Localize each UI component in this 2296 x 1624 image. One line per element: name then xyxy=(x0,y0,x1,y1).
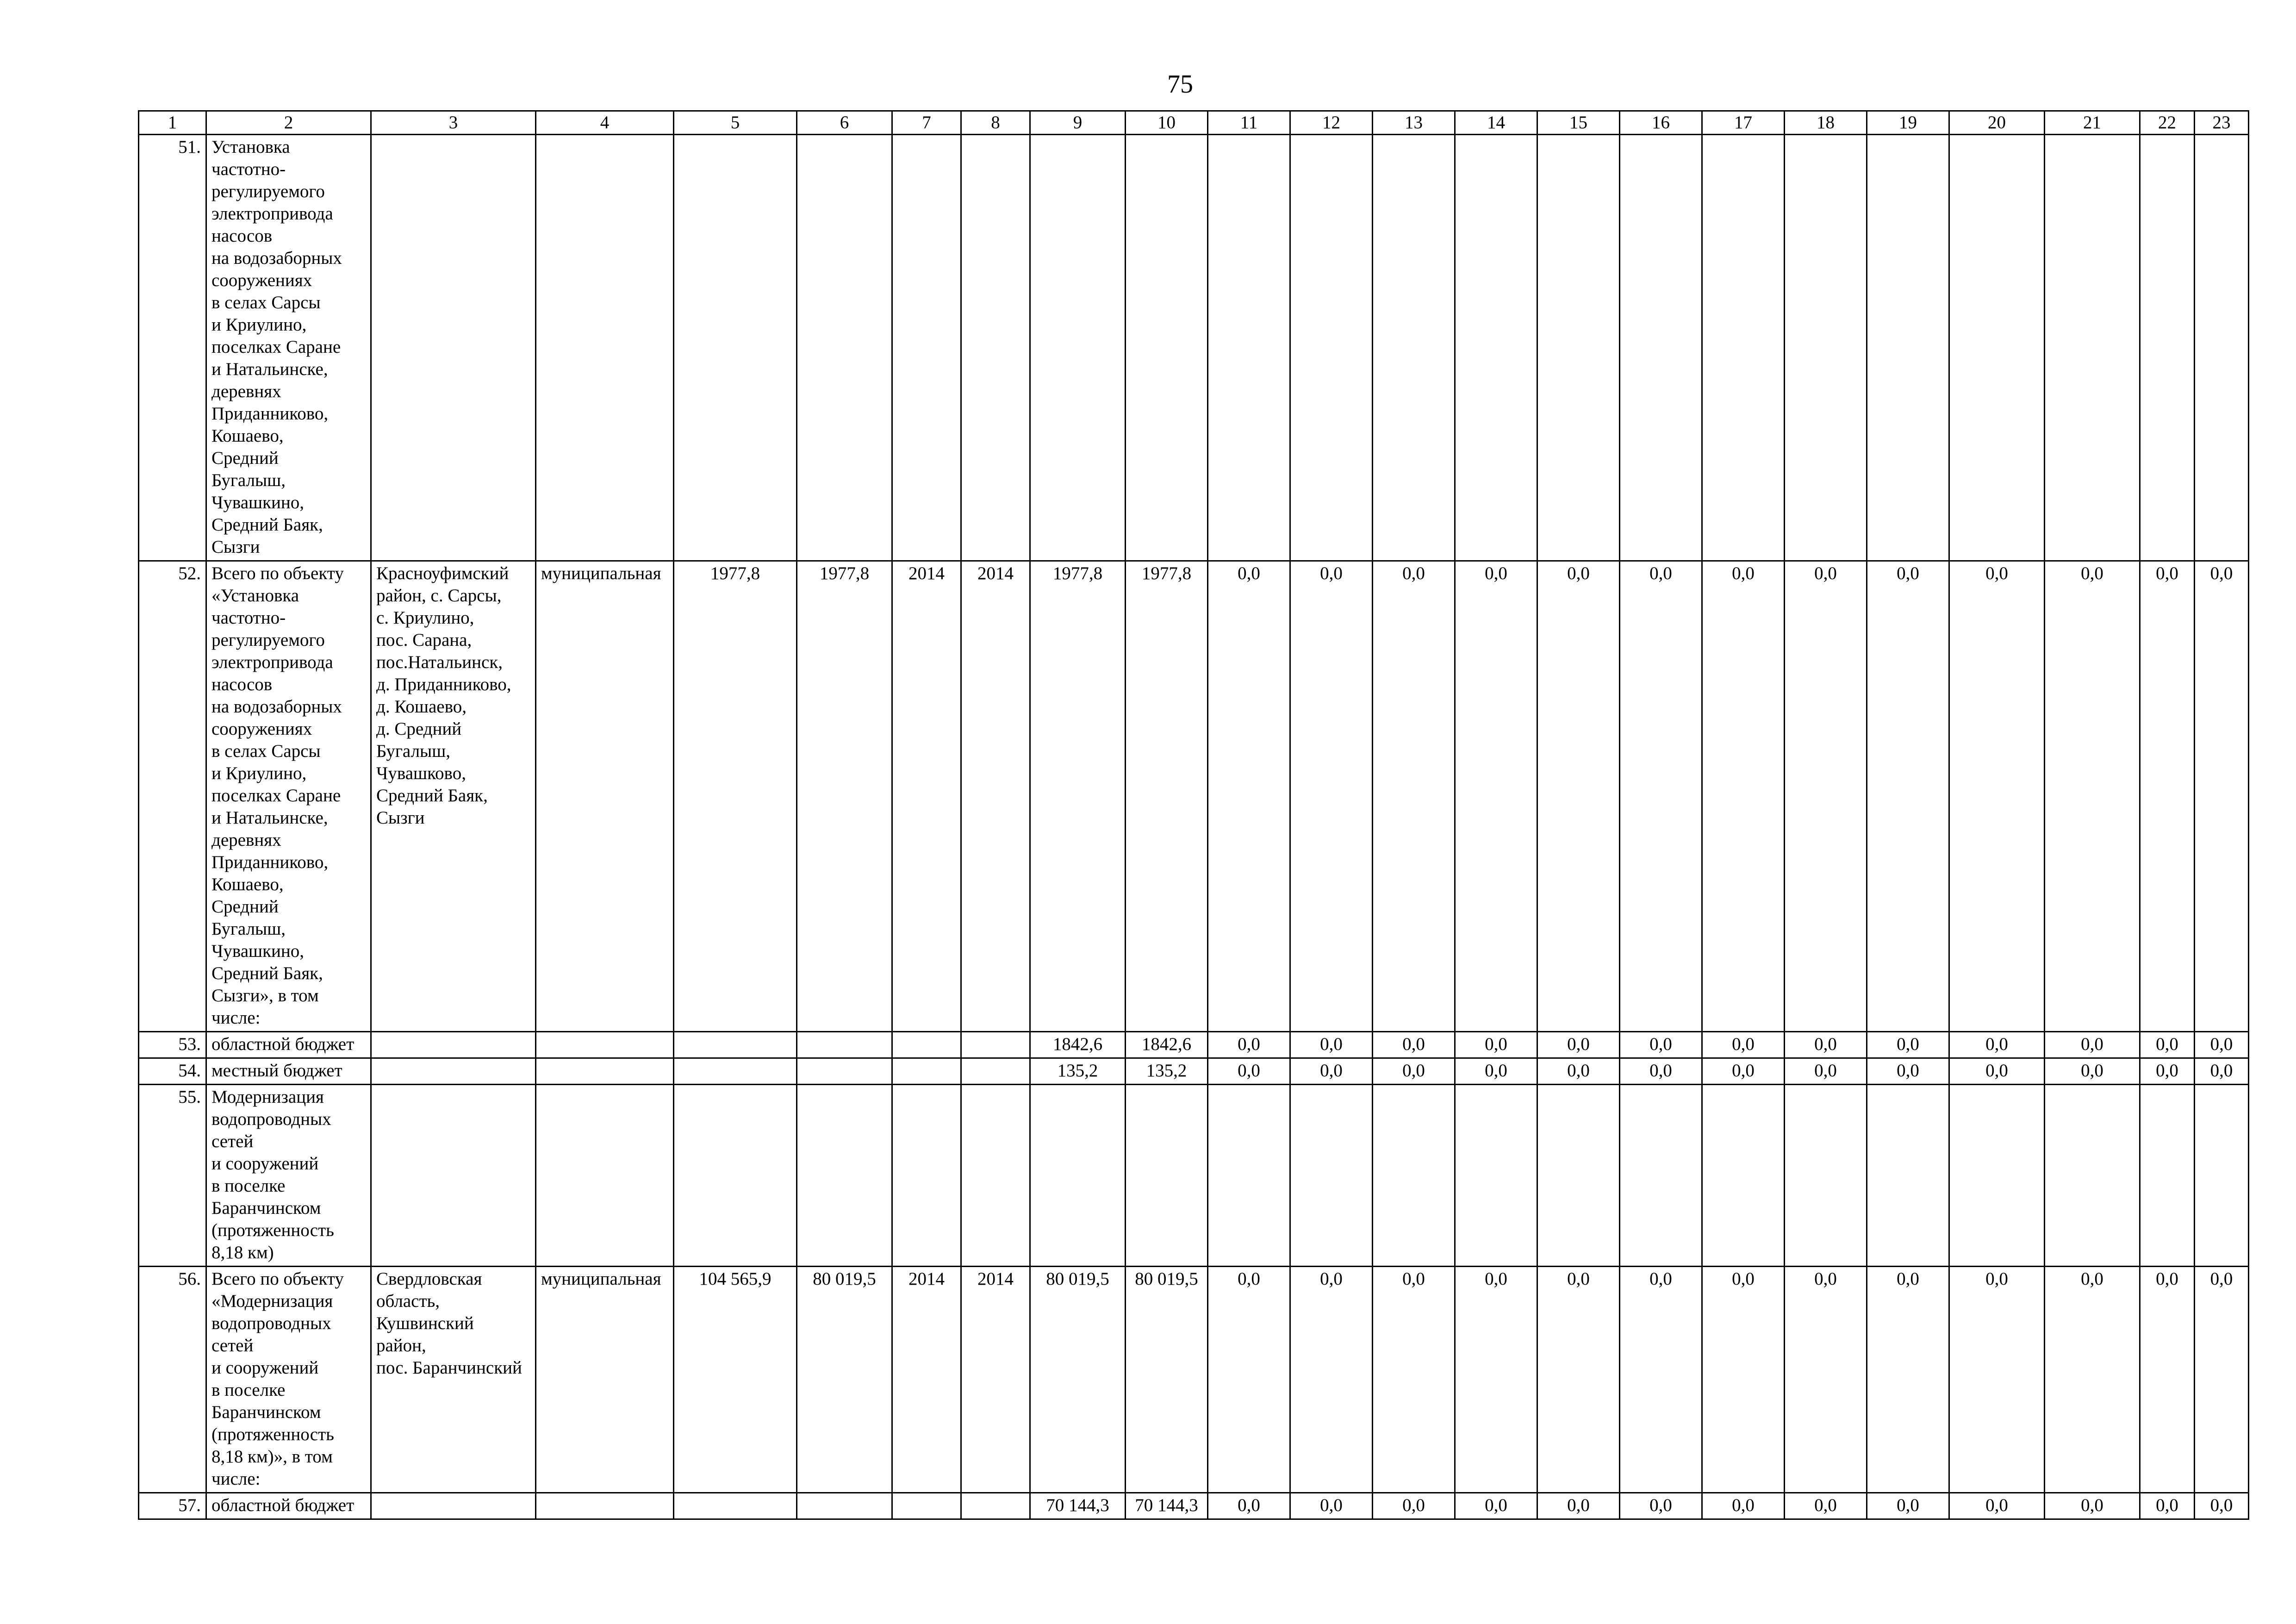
value-13-cell: 0,0 xyxy=(1373,1493,1455,1519)
value-15-cell: 0,0 xyxy=(1537,561,1620,1032)
ownership-type-cell xyxy=(536,135,674,561)
header-cell: 7 xyxy=(892,111,961,135)
ownership-type-cell xyxy=(536,1493,674,1519)
value-13-cell: 0,0 xyxy=(1373,561,1455,1032)
table-row xyxy=(139,1058,2249,1085)
value-15-cell xyxy=(1537,1085,1620,1267)
value-16-cell: 0,0 xyxy=(1620,561,1702,1032)
page-number: 75 xyxy=(1167,70,1193,99)
value-15-cell: 0,0 xyxy=(1537,1058,1620,1085)
value-14-cell xyxy=(1455,135,1537,561)
header-cell: 6 xyxy=(797,111,892,135)
value-18-cell: 0,0 xyxy=(1785,1058,1867,1085)
header-cell: 12 xyxy=(1290,111,1373,135)
table-row xyxy=(139,1032,2249,1058)
value-22-cell: 0,0 xyxy=(2140,561,2195,1032)
budget-table xyxy=(138,110,2249,1520)
value-16-cell xyxy=(1620,135,1702,561)
header-cell: 9 xyxy=(1030,111,1126,135)
value-23-cell: 0,0 xyxy=(2195,1493,2249,1519)
header-cell: 2 xyxy=(206,111,371,135)
value-22-cell: 0,0 xyxy=(2140,1032,2195,1058)
value-17-cell: 0,0 xyxy=(1702,1267,1785,1493)
funding-total-cell: 135,2 xyxy=(1030,1058,1126,1085)
funding-value-cell: 70 144,3 xyxy=(1126,1493,1208,1519)
funding-total-cell: 1842,6 xyxy=(1030,1032,1126,1058)
value-17-cell: 0,0 xyxy=(1702,1032,1785,1058)
table-row xyxy=(139,135,2249,561)
funding-value-cell: 135,2 xyxy=(1126,1058,1208,1085)
value-19-cell xyxy=(1867,1085,1949,1267)
value-16-cell xyxy=(1620,1085,1702,1267)
value-23-cell xyxy=(2195,1085,2249,1267)
ownership-type-cell xyxy=(536,1085,674,1267)
value-18-cell xyxy=(1785,135,1867,561)
row-number-cell: 52. xyxy=(139,561,206,1032)
ownership-type-cell xyxy=(536,1058,674,1085)
value-18-cell xyxy=(1785,1085,1867,1267)
value-15-cell: 0,0 xyxy=(1537,1493,1620,1519)
item-name-cell: областной бюджет xyxy=(206,1032,371,1058)
value-23-cell: 0,0 xyxy=(2195,561,2249,1032)
estimated-cost-cell: 1977,8 xyxy=(797,561,892,1032)
funding-total-cell xyxy=(1030,1085,1126,1267)
ownership-type-cell: муниципальная xyxy=(536,1267,674,1493)
value-20-cell: 0,0 xyxy=(1949,1032,2045,1058)
item-name-cell: Всего по объекту «Установка частотно- регулируемого электропривода насосов на водозаборных сооружениях в селах Сарсы и Криулино, поселках Саране и Натальинске, деревнях Приданниково, Кошаево, Средний Бугалыш, Чувашкино, Средний Баяк, Сызги», в том числе: xyxy=(206,561,371,1032)
table-row xyxy=(139,1085,2249,1267)
estimated-cost-cell xyxy=(797,135,892,561)
value-11-cell: 0,0 xyxy=(1208,1267,1290,1493)
value-19-cell: 0,0 xyxy=(1867,1058,1949,1085)
value-17-cell: 0,0 xyxy=(1702,1058,1785,1085)
ownership-type-cell xyxy=(536,1032,674,1058)
item-name-cell: Установка частотно- регулируемого электропривода насосов на водозаборных сооружениях в селах Сарсы и Криулино, поселках Саране и Натальинске, деревнях Приданниково, Кошаево, Средний Бугалыш, Чувашкино, Средний Баяк, Сызги xyxy=(206,135,371,561)
start-year-cell: 2014 xyxy=(892,561,961,1032)
start-year-cell xyxy=(892,135,961,561)
row-number-cell: 53. xyxy=(139,1032,206,1058)
total-cost-cell xyxy=(674,1085,797,1267)
value-19-cell: 0,0 xyxy=(1867,1032,1949,1058)
location-cell xyxy=(371,135,536,561)
value-12-cell: 0,0 xyxy=(1290,1032,1373,1058)
value-12-cell xyxy=(1290,1085,1373,1267)
value-23-cell: 0,0 xyxy=(2195,1267,2249,1493)
header-cell: 5 xyxy=(674,111,797,135)
value-17-cell: 0,0 xyxy=(1702,1493,1785,1519)
value-15-cell: 0,0 xyxy=(1537,1032,1620,1058)
value-22-cell xyxy=(2140,1085,2195,1267)
estimated-cost-cell: 80 019,5 xyxy=(797,1267,892,1493)
location-cell: Красноуфимский район, с. Сарсы, с. Криулино, пос. Сарана, пос.Натальинск, д. Приданниково, д. Кошаево, д. Средний Бугалыш, Чувашково, Средний Баяк, Сызги xyxy=(371,561,536,1032)
total-cost-cell xyxy=(674,1032,797,1058)
header-cell: 21 xyxy=(2045,111,2140,135)
value-11-cell xyxy=(1208,135,1290,561)
value-14-cell xyxy=(1455,1085,1537,1267)
value-23-cell xyxy=(2195,135,2249,561)
estimated-cost-cell xyxy=(797,1032,892,1058)
value-11-cell: 0,0 xyxy=(1208,1032,1290,1058)
header-cell: 11 xyxy=(1208,111,1290,135)
item-name-cell: Всего по объекту «Модернизация водопроводных сетей и сооружений в поселке Баранчинском (протяженность 8,18 км)», в том числе: xyxy=(206,1267,371,1493)
funding-total-cell: 1977,8 xyxy=(1030,561,1126,1032)
end-year-cell xyxy=(961,135,1030,561)
funding-total-cell xyxy=(1030,135,1126,561)
value-11-cell: 0,0 xyxy=(1208,1058,1290,1085)
value-20-cell: 0,0 xyxy=(1949,1058,2045,1085)
header-cell: 18 xyxy=(1785,111,1867,135)
item-name-cell: областной бюджет xyxy=(206,1493,371,1519)
total-cost-cell: 104 565,9 xyxy=(674,1267,797,1493)
value-17-cell xyxy=(1702,1085,1785,1267)
value-14-cell: 0,0 xyxy=(1455,1058,1537,1085)
value-18-cell: 0,0 xyxy=(1785,1493,1867,1519)
value-20-cell: 0,0 xyxy=(1949,1493,2045,1519)
start-year-cell xyxy=(892,1085,961,1267)
value-14-cell: 0,0 xyxy=(1455,1493,1537,1519)
funding-value-cell: 80 019,5 xyxy=(1126,1267,1208,1493)
ownership-type-cell: муниципальная xyxy=(536,561,674,1032)
value-19-cell xyxy=(1867,135,1949,561)
start-year-cell xyxy=(892,1032,961,1058)
funding-value-cell: 1977,8 xyxy=(1126,561,1208,1032)
funding-value-cell xyxy=(1126,135,1208,561)
value-21-cell: 0,0 xyxy=(2045,1493,2140,1519)
value-21-cell: 0,0 xyxy=(2045,1032,2140,1058)
estimated-cost-cell xyxy=(797,1058,892,1085)
row-number-cell: 51. xyxy=(139,135,206,561)
value-11-cell: 0,0 xyxy=(1208,561,1290,1032)
value-20-cell: 0,0 xyxy=(1949,1267,2045,1493)
header-cell: 23 xyxy=(2195,111,2249,135)
location-cell xyxy=(371,1493,536,1519)
item-name-cell: Модернизация водопроводных сетей и сооружений в поселке Баранчинском (протяженность 8,18 км) xyxy=(206,1085,371,1267)
header-cell: 13 xyxy=(1373,111,1455,135)
value-22-cell xyxy=(2140,135,2195,561)
value-23-cell: 0,0 xyxy=(2195,1058,2249,1085)
end-year-cell xyxy=(961,1493,1030,1519)
funding-value-cell xyxy=(1126,1085,1208,1267)
header-cell: 14 xyxy=(1455,111,1537,135)
value-21-cell xyxy=(2045,135,2140,561)
value-16-cell: 0,0 xyxy=(1620,1267,1702,1493)
header-cell: 17 xyxy=(1702,111,1785,135)
value-22-cell: 0,0 xyxy=(2140,1058,2195,1085)
value-15-cell xyxy=(1537,135,1620,561)
total-cost-cell xyxy=(674,135,797,561)
start-year-cell: 2014 xyxy=(892,1267,961,1493)
end-year-cell xyxy=(961,1058,1030,1085)
item-name-cell: местный бюджет xyxy=(206,1058,371,1085)
value-18-cell: 0,0 xyxy=(1785,561,1867,1032)
value-16-cell: 0,0 xyxy=(1620,1493,1702,1519)
value-16-cell: 0,0 xyxy=(1620,1058,1702,1085)
total-cost-cell xyxy=(674,1493,797,1519)
funding-total-cell: 70 144,3 xyxy=(1030,1493,1126,1519)
value-18-cell: 0,0 xyxy=(1785,1032,1867,1058)
end-year-cell xyxy=(961,1085,1030,1267)
value-13-cell xyxy=(1373,1085,1455,1267)
value-21-cell: 0,0 xyxy=(2045,1058,2140,1085)
value-15-cell: 0,0 xyxy=(1537,1267,1620,1493)
header-cell: 15 xyxy=(1537,111,1620,135)
value-17-cell: 0,0 xyxy=(1702,561,1785,1032)
end-year-cell: 2014 xyxy=(961,561,1030,1032)
row-number-cell: 56. xyxy=(139,1267,206,1493)
funding-value-cell: 1842,6 xyxy=(1126,1032,1208,1058)
value-13-cell: 0,0 xyxy=(1373,1267,1455,1493)
value-16-cell: 0,0 xyxy=(1620,1032,1702,1058)
header-cell: 3 xyxy=(371,111,536,135)
estimated-cost-cell xyxy=(797,1493,892,1519)
location-cell: Свердловская область, Кушвинский район, пос. Баранчинский xyxy=(371,1267,536,1493)
table-row xyxy=(139,1267,2249,1493)
value-22-cell: 0,0 xyxy=(2140,1493,2195,1519)
start-year-cell xyxy=(892,1058,961,1085)
value-12-cell: 0,0 xyxy=(1290,1267,1373,1493)
value-19-cell: 0,0 xyxy=(1867,561,1949,1032)
value-14-cell: 0,0 xyxy=(1455,1032,1537,1058)
end-year-cell xyxy=(961,1032,1030,1058)
location-cell xyxy=(371,1058,536,1085)
total-cost-cell xyxy=(674,1058,797,1085)
value-12-cell: 0,0 xyxy=(1290,561,1373,1032)
header-cell: 4 xyxy=(536,111,674,135)
value-14-cell: 0,0 xyxy=(1455,561,1537,1032)
value-11-cell: 0,0 xyxy=(1208,1493,1290,1519)
location-cell xyxy=(371,1032,536,1058)
row-number-cell: 54. xyxy=(139,1058,206,1085)
header-cell: 22 xyxy=(2140,111,2195,135)
start-year-cell xyxy=(892,1493,961,1519)
value-13-cell: 0,0 xyxy=(1373,1058,1455,1085)
value-20-cell: 0,0 xyxy=(1949,561,2045,1032)
value-19-cell: 0,0 xyxy=(1867,1493,1949,1519)
value-12-cell: 0,0 xyxy=(1290,1058,1373,1085)
value-20-cell xyxy=(1949,135,2045,561)
location-cell xyxy=(371,1085,536,1267)
value-17-cell xyxy=(1702,135,1785,561)
value-13-cell: 0,0 xyxy=(1373,1032,1455,1058)
header-cell: 19 xyxy=(1867,111,1949,135)
total-cost-cell: 1977,8 xyxy=(674,561,797,1032)
row-number-cell: 57. xyxy=(139,1493,206,1519)
value-11-cell xyxy=(1208,1085,1290,1267)
table-row xyxy=(139,1493,2249,1519)
value-13-cell xyxy=(1373,135,1455,561)
row-number-cell: 55. xyxy=(139,1085,206,1267)
value-12-cell: 0,0 xyxy=(1290,1493,1373,1519)
value-21-cell: 0,0 xyxy=(2045,561,2140,1032)
value-23-cell: 0,0 xyxy=(2195,1032,2249,1058)
value-12-cell xyxy=(1290,135,1373,561)
header-cell: 1 xyxy=(139,111,206,135)
header-cell: 20 xyxy=(1949,111,2045,135)
value-18-cell: 0,0 xyxy=(1785,1267,1867,1493)
value-21-cell: 0,0 xyxy=(2045,1267,2140,1493)
header-row xyxy=(139,111,2249,135)
value-22-cell: 0,0 xyxy=(2140,1267,2195,1493)
value-21-cell xyxy=(2045,1085,2140,1267)
value-14-cell: 0,0 xyxy=(1455,1267,1537,1493)
end-year-cell: 2014 xyxy=(961,1267,1030,1493)
value-20-cell xyxy=(1949,1085,2045,1267)
table-row xyxy=(139,561,2249,1032)
funding-total-cell: 80 019,5 xyxy=(1030,1267,1126,1493)
estimated-cost-cell xyxy=(797,1085,892,1267)
header-cell: 16 xyxy=(1620,111,1702,135)
value-19-cell: 0,0 xyxy=(1867,1267,1949,1493)
header-cell: 10 xyxy=(1126,111,1208,135)
header-cell: 8 xyxy=(961,111,1030,135)
